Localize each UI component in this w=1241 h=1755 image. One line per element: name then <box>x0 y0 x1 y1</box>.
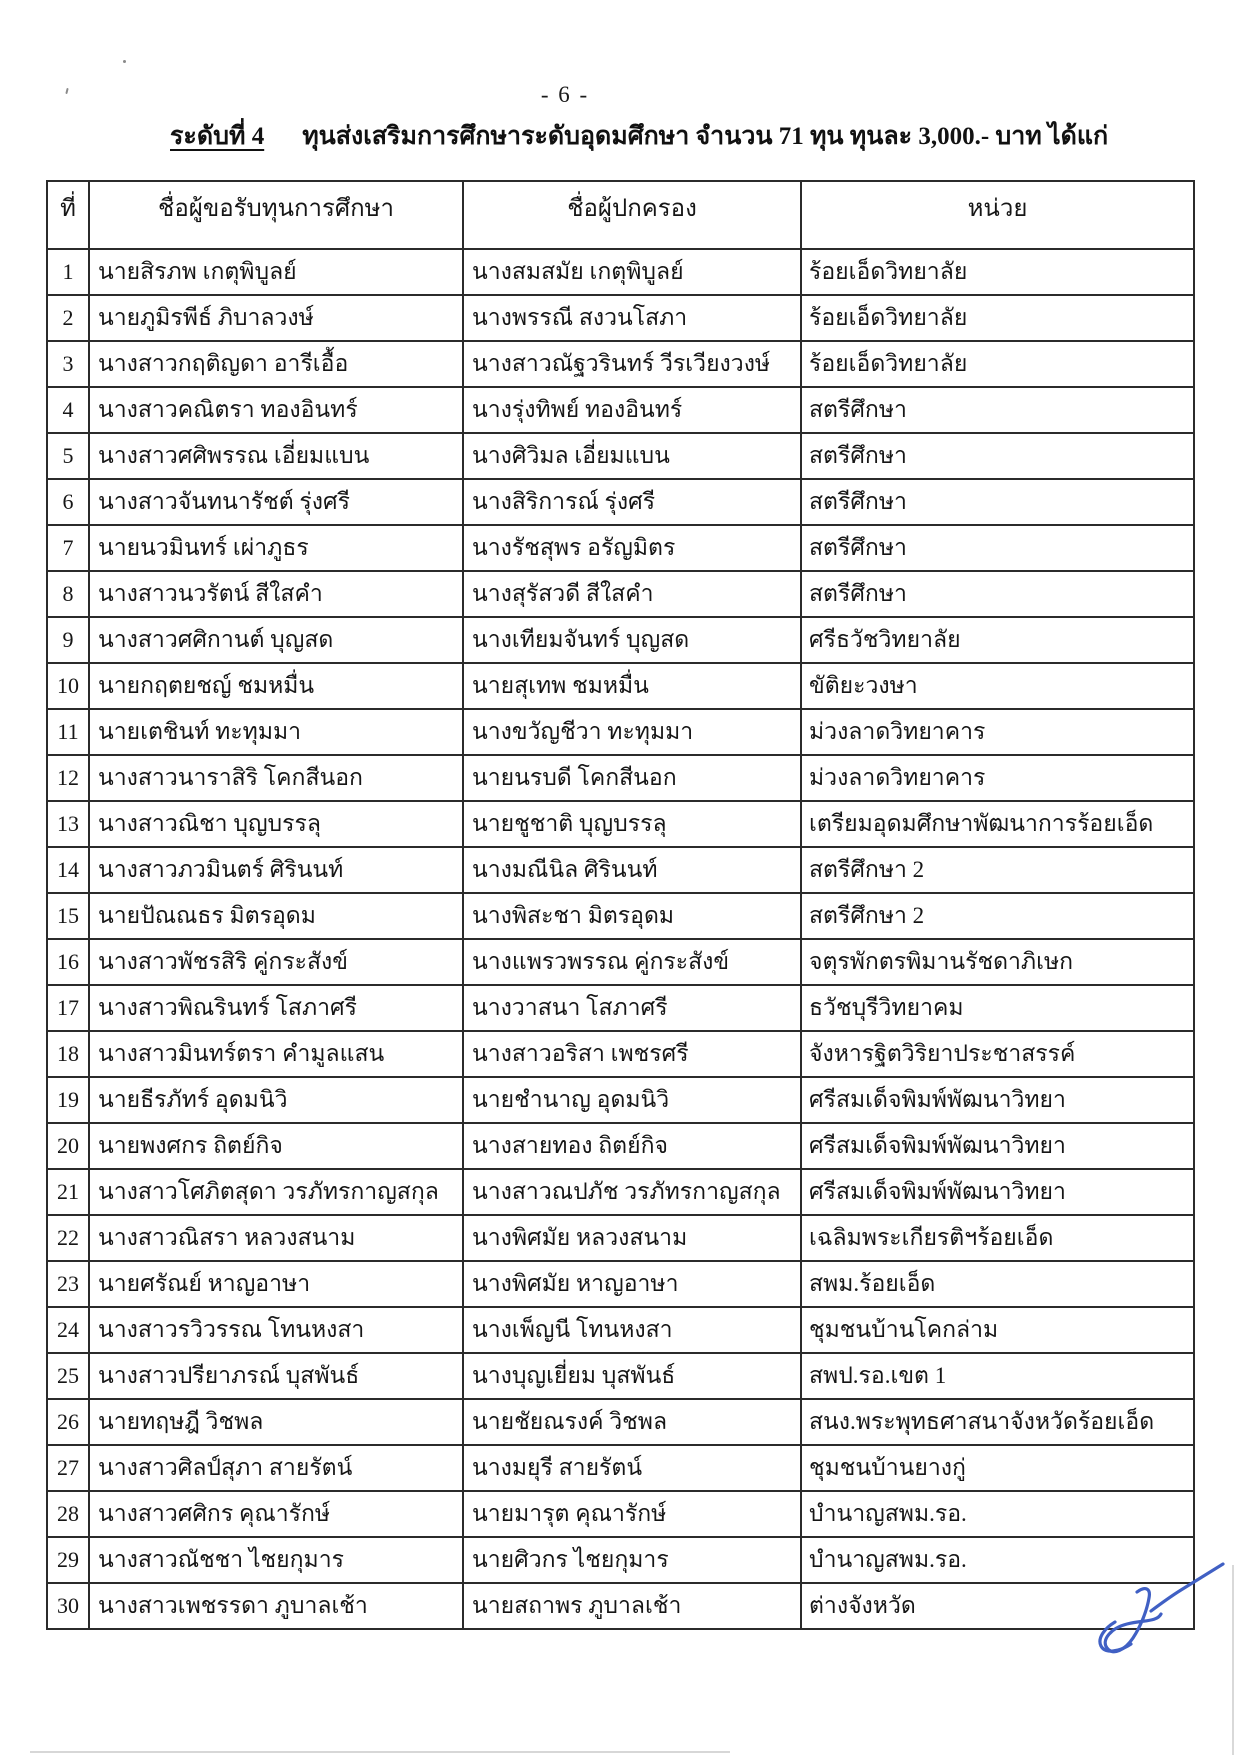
unit-cell: สตรีศึกษา <box>801 387 1194 433</box>
unit-cell: ศรีธวัชวิทยาลัย <box>801 617 1194 663</box>
unit-cell: สพป.รอ.เขต 1 <box>801 1353 1194 1399</box>
guardian-name-cell: นางพิศมัย หลวงสนาม <box>463 1215 801 1261</box>
table-row <box>47 1123 1194 1169</box>
unit-cell: สตรีศึกษา <box>801 433 1194 479</box>
guardian-name-cell: นางเทียมจันทร์ บุญสด <box>463 617 801 663</box>
student-name-cell: นางสาวณิชา บุญบรรลุ <box>89 801 463 847</box>
table-header-row <box>47 181 1194 249</box>
student-name-cell: นายกฤตยชญ์ ชมหมื่น <box>89 663 463 709</box>
row-number-cell: 21 <box>47 1169 89 1215</box>
student-name-cell: นายทฤษฎี วิชพล <box>89 1399 463 1445</box>
guardian-name-cell: นางสมสมัย เกตุพิบูลย์ <box>463 249 801 295</box>
row-number-cell: 9 <box>47 617 89 663</box>
student-name-cell: นายนวมินทร์ เผ่าภูธร <box>89 525 463 571</box>
student-name-cell: นายปัณณธร มิตรอุดม <box>89 893 463 939</box>
table-row <box>47 1353 1194 1399</box>
row-number-cell: 8 <box>47 571 89 617</box>
unit-cell: จตุรพักตรพิมานรัชดาภิเษก <box>801 939 1194 985</box>
scholarship-table <box>46 180 1195 1630</box>
student-name-cell: นางสาวพัชรสิริ คู่กระสังข์ <box>89 939 463 985</box>
row-number-cell: 2 <box>47 295 89 341</box>
guardian-name-cell: นางศิวิมล เอี่ยมแบน <box>463 433 801 479</box>
table-row <box>47 1307 1194 1353</box>
table-row <box>47 387 1194 433</box>
row-number-cell: 12 <box>47 755 89 801</box>
row-number-cell: 26 <box>47 1399 89 1445</box>
unit-cell: ศรีสมเด็จพิมพ์พัฒนาวิทยา <box>801 1169 1194 1215</box>
unit-cell: ธวัชบุรีวิทยาคม <box>801 985 1194 1031</box>
unit-cell: ม่วงลาดวิทยาคาร <box>801 709 1194 755</box>
table-row <box>47 479 1194 525</box>
guardian-name-cell: นางมยุรี สายรัตน์ <box>463 1445 801 1491</box>
student-name-cell: นายภูมิรพีธ์ ภิบาลวงษ์ <box>89 295 463 341</box>
row-number-cell: 5 <box>47 433 89 479</box>
guardian-name-cell: นายสุเทพ ชมหมื่น <box>463 663 801 709</box>
title-level-label: ระดับที่ 4 <box>170 123 265 150</box>
table-row <box>47 1583 1194 1629</box>
table-row <box>47 571 1194 617</box>
table-row <box>47 1031 1194 1077</box>
student-name-cell: นางสาวมินทร์ตรา คำมูลแสน <box>89 1031 463 1077</box>
unit-cell: สตรีศึกษา <box>801 525 1194 571</box>
guardian-name-cell: นางสิริการณ์ รุ่งศรี <box>463 479 801 525</box>
student-name-cell: นางสาวศศิกานต์ บุญสด <box>89 617 463 663</box>
guardian-name-cell: นายนรบดี โคกสีนอก <box>463 755 801 801</box>
guardian-name-cell: นายมารุต คุณารักษ์ <box>463 1491 801 1537</box>
student-name-cell: นางสาวพิณรินทร์ โสภาศรี <box>89 985 463 1031</box>
unit-cell: ม่วงลาดวิทยาคาร <box>801 755 1194 801</box>
row-number-cell: 17 <box>47 985 89 1031</box>
table-row <box>47 801 1194 847</box>
table-header <box>47 181 1194 249</box>
row-number-cell: 14 <box>47 847 89 893</box>
student-name-cell: นางสาวนวรัตน์ สีใสคำ <box>89 571 463 617</box>
guardian-name-cell: นางวาสนา โสภาศรี <box>463 985 801 1031</box>
guardian-name-cell: นางมณีนิล ศิรินนท์ <box>463 847 801 893</box>
unit-cell: ชุมชนบ้านโคกล่าม <box>801 1307 1194 1353</box>
row-number-cell: 3 <box>47 341 89 387</box>
row-number-cell: 30 <box>47 1583 89 1629</box>
student-name-cell: นายสิรภพ เกตุพิบูลย์ <box>89 249 463 295</box>
document-title <box>170 116 1108 156</box>
guardian-name-cell: นางสายทอง ถิตย์กิจ <box>463 1123 801 1169</box>
table-row <box>47 663 1194 709</box>
unit-cell: ต่างจังหวัด <box>801 1583 1194 1629</box>
row-number-cell: 16 <box>47 939 89 985</box>
row-number-cell: 29 <box>47 1537 89 1583</box>
table-row <box>47 341 1194 387</box>
student-name-cell: นางสาวกฤติญดา อารีเอื้อ <box>89 341 463 387</box>
row-number-cell: 7 <box>47 525 89 571</box>
row-number-cell: 20 <box>47 1123 89 1169</box>
table-row <box>47 295 1194 341</box>
unit-cell: สตรีศึกษา <box>801 479 1194 525</box>
table-row <box>47 1491 1194 1537</box>
title-text: ทุนส่งเสริมการศึกษาระดับอุดมศึกษา จำนวน 71 ทุน ทุนละ 3,000.- บาท ได้แก่ <box>302 123 1109 150</box>
table-row <box>47 847 1194 893</box>
unit-cell: ศรีสมเด็จพิมพ์พัฒนาวิทยา <box>801 1123 1194 1169</box>
unit-cell: ร้อยเอ็ดวิทยาลัย <box>801 295 1194 341</box>
unit-cell: ชุมชนบ้านยางกู่ <box>801 1445 1194 1491</box>
row-number-cell: 11 <box>47 709 89 755</box>
unit-cell: สตรีศึกษา <box>801 571 1194 617</box>
unit-cell: สตรีศึกษา 2 <box>801 893 1194 939</box>
student-name-cell: นายเตชินท์ ทะทุมมา <box>89 709 463 755</box>
unit-cell: ขัติยะวงษา <box>801 663 1194 709</box>
unit-cell: ศรีสมเด็จพิมพ์พัฒนาวิทยา <box>801 1077 1194 1123</box>
guardian-name-cell: นางบุญเยี่ยม บุสพันธ์ <box>463 1353 801 1399</box>
table-row <box>47 1537 1194 1583</box>
table-row <box>47 893 1194 939</box>
row-number-cell: 10 <box>47 663 89 709</box>
row-number-cell: 18 <box>47 1031 89 1077</box>
guardian-name-cell: นางแพรวพรรณ คู่กระสังข์ <box>463 939 801 985</box>
table-row <box>47 709 1194 755</box>
guardian-name-cell: นางพิศมัย หาญอาษา <box>463 1261 801 1307</box>
table-row <box>47 249 1194 295</box>
row-number-cell: 27 <box>47 1445 89 1491</box>
student-name-cell: นายศรัณย์ หาญอาษา <box>89 1261 463 1307</box>
student-name-cell: นายพงศกร ถิตย์กิจ <box>89 1123 463 1169</box>
guardian-name-cell: นางพรรณี สงวนโสภา <box>463 295 801 341</box>
unit-cell: จังหารฐิตวิริยาประชาสรรค์ <box>801 1031 1194 1077</box>
guardian-name-cell: นางพิสะชา มิตรอุดม <box>463 893 801 939</box>
student-name-cell: นางสาวณิสรา หลวงสนาม <box>89 1215 463 1261</box>
table-row <box>47 939 1194 985</box>
header-guardian-name: ชื่อผู้ปกครอง <box>463 181 801 249</box>
guardian-name-cell: นายชำนาญ อุดมนิวิ <box>463 1077 801 1123</box>
student-name-cell: นางสาวศิลป์สุภา สายรัตน์ <box>89 1445 463 1491</box>
student-name-cell: นางสาวณัชชา ไชยกุมาร <box>89 1537 463 1583</box>
row-number-cell: 23 <box>47 1261 89 1307</box>
row-number-cell: 28 <box>47 1491 89 1537</box>
student-name-cell: นางสาวรวิวรรณ โทนหงสา <box>89 1307 463 1353</box>
unit-cell: สพม.ร้อยเอ็ด <box>801 1261 1194 1307</box>
student-name-cell: นางสาวศศิกร คุณารักษ์ <box>89 1491 463 1537</box>
student-name-cell: นางสาวจันทนารัชต์ รุ่งศรี <box>89 479 463 525</box>
guardian-name-cell: นายสถาพร ภูบาลเช้า <box>463 1583 801 1629</box>
student-name-cell: นายธีรภัทร์ อุดมนิวิ <box>89 1077 463 1123</box>
row-number-cell: 25 <box>47 1353 89 1399</box>
guardian-name-cell: นายชูชาติ บุญบรรลุ <box>463 801 801 847</box>
student-name-cell: นางสาวเพชรรดา ภูบาลเช้า <box>89 1583 463 1629</box>
unit-cell: ร้อยเอ็ดวิทยาลัย <box>801 249 1194 295</box>
scan-speck <box>123 60 126 63</box>
table-row <box>47 1399 1194 1445</box>
header-row-number: ที่ <box>47 181 89 249</box>
guardian-name-cell: นางเพ็ญนี โทนหงสา <box>463 1307 801 1353</box>
student-name-cell: นางสาวศศิพรรณ เอี่ยมแบน <box>89 433 463 479</box>
unit-cell: บำนาญสพม.รอ. <box>801 1537 1194 1583</box>
row-number-cell: 15 <box>47 893 89 939</box>
header-student-name: ชื่อผู้ขอรับทุนการศึกษา <box>89 181 463 249</box>
unit-cell: สตรีศึกษา 2 <box>801 847 1194 893</box>
student-name-cell: นางสาวปรียาภรณ์ บุสพันธ์ <box>89 1353 463 1399</box>
table-row <box>47 1261 1194 1307</box>
unit-cell: สนง.พระพุทธศาสนาจังหวัดร้อยเอ็ด <box>801 1399 1194 1445</box>
row-number-cell: 13 <box>47 801 89 847</box>
page-number: - 6 - <box>540 82 590 107</box>
student-name-cell: นางสาวนาราสิริ โคกสีนอก <box>89 755 463 801</box>
guardian-name-cell: นางสาวณปภัช วรภัทรกาญสกุล <box>463 1169 801 1215</box>
table-row <box>47 755 1194 801</box>
table-row <box>47 1077 1194 1123</box>
guardian-name-cell: นางสาวณัฐวรินทร์ วีรเวียงวงษ์ <box>463 341 801 387</box>
guardian-name-cell: นางสุรัสวดี สีใสคำ <box>463 571 801 617</box>
row-number-cell: 22 <box>47 1215 89 1261</box>
scan-edge-artifact <box>30 1751 730 1753</box>
table-row <box>47 433 1194 479</box>
guardian-name-cell: นางสาวอริสา เพชรศรี <box>463 1031 801 1077</box>
row-number-cell: 1 <box>47 249 89 295</box>
unit-cell: บำนาญสพม.รอ. <box>801 1491 1194 1537</box>
row-number-cell: 24 <box>47 1307 89 1353</box>
guardian-name-cell: นายชัยณรงค์ วิชพล <box>463 1399 801 1445</box>
student-name-cell: นางสาวคณิตรา ทองอินทร์ <box>89 387 463 433</box>
table-row <box>47 1215 1194 1261</box>
row-number-cell: 4 <box>47 387 89 433</box>
table-row <box>47 1445 1194 1491</box>
row-number-cell: 6 <box>47 479 89 525</box>
guardian-name-cell: นางขวัญชีวา ทะทุมมา <box>463 709 801 755</box>
table-row <box>47 1169 1194 1215</box>
unit-cell: ร้อยเอ็ดวิทยาลัย <box>801 341 1194 387</box>
table-row <box>47 985 1194 1031</box>
row-number-cell: 19 <box>47 1077 89 1123</box>
guardian-name-cell: นางรุ่งทิพย์ ทองอินทร์ <box>463 387 801 433</box>
student-name-cell: นางสาวภวมินตร์ ศิรินนท์ <box>89 847 463 893</box>
page-edge-shadow <box>1232 1565 1234 1755</box>
guardian-name-cell: นายศิวกร ไชยกุมาร <box>463 1537 801 1583</box>
table-row <box>47 525 1194 571</box>
header-unit: หน่วย <box>801 181 1194 249</box>
unit-cell: เฉลิมพระเกียรติฯร้อยเอ็ด <box>801 1215 1194 1261</box>
unit-cell: เตรียมอุดมศึกษาพัฒนาการร้อยเอ็ด <box>801 801 1194 847</box>
scholarship-table-body <box>47 249 1194 1629</box>
table-row <box>47 617 1194 663</box>
student-name-cell: นางสาวโศภิตสุดา วรภัทรกาญสกุล <box>89 1169 463 1215</box>
guardian-name-cell: นางรัชสุพร อรัญมิตร <box>463 525 801 571</box>
